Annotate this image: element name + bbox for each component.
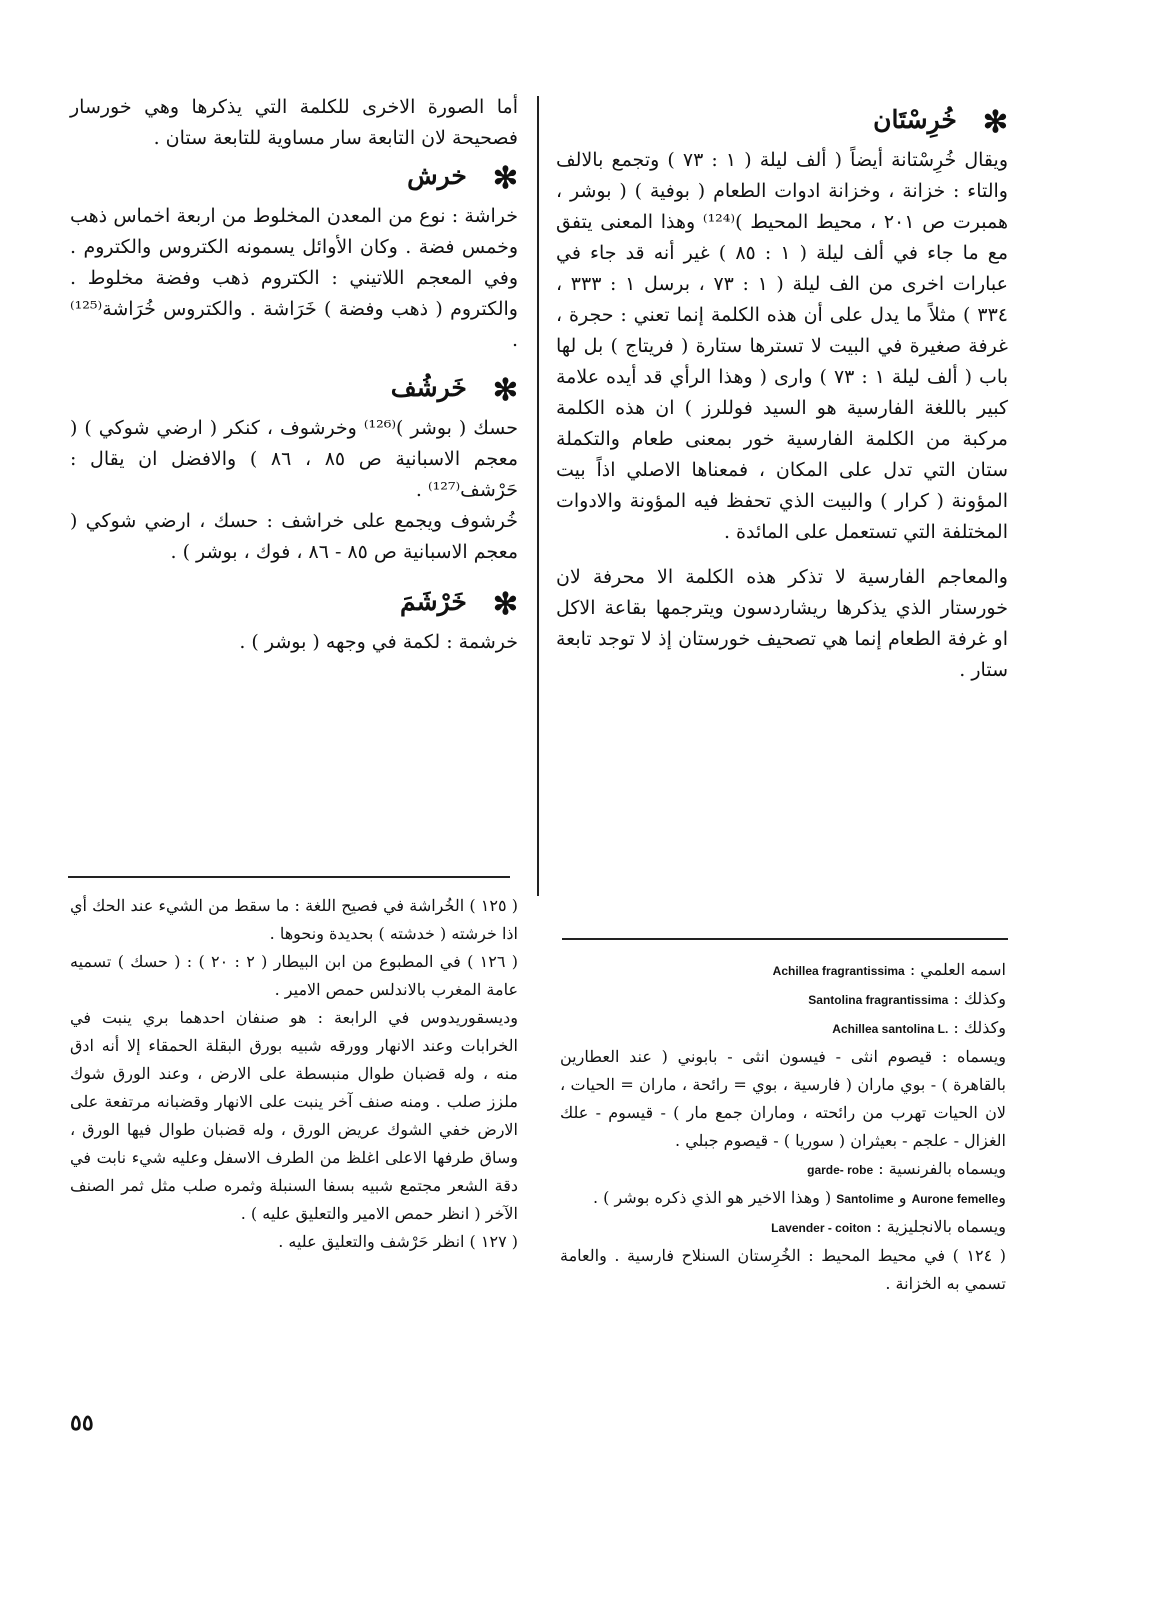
latin-name: Santolime [836,1192,894,1206]
footnotes-right [560,956,1006,1298]
page-number: ٥٥ [70,1410,94,1436]
latin-name: Aurone femelle [911,1192,999,1206]
synonym-line: وكذلك : Santolina fragrantissima [808,989,1006,1008]
latin-name: Achillea fragrantissima [772,964,905,978]
entry-heading: ✻خَرْشَمَ [70,582,518,625]
asterisk-icon: ✻ [492,161,518,196]
footnote-rule-left [68,876,510,878]
footnote-rule-right [562,938,1008,940]
synonym-line: وكذلك : Achillea santolina L. [832,1018,1006,1037]
column-divider [537,96,539,896]
footnote-124: ( ١٢٤ ) في محيط المحيط : الخُرِستان السنلاح فارسية . والعامة تسمي به الخزانة . [560,1246,1007,1293]
latin-name: Santolina fragrantissima [808,993,949,1007]
footnote-127: ( ١٢٧ ) انظر حَرْشف والتعليق عليه . [278,1232,518,1251]
asterisk-icon: ✻ [492,587,518,622]
asterisk-icon: ✻ [492,373,518,408]
footnote-126-continuation: وديسقوريدوس في الرابعة : هو صنفان احدهما بري ينبت في الخرابات وعند الانهار وورقه شبيه بورق البقلة الحمقاء إلا أنه ادق منه ، وله قضبان طوال منبسطة على الارض ، وعند الورق شوك ملزز صلب . ومنه صنف آخر ينبت على الانهار وقضبانه مرتفعة على الارض خفي الشوك عريض الورق ، وله قضبان طوال فيها الورق ، وساق طرفها الاعلى اغلظ من الطرف الاسفل وعليه شيء نابت في دقة الشعر مجتمع شبيه بسفا السنبلة وثمره صلب مثل ثمر الصنف الآخر ( انظر حمص الامير والتعليق عليه ) . [70,1008,518,1223]
entry-heading: ✻خرش [70,156,518,199]
continuation-paragraph: أما الصورة الاخرى للكلمة التي يذكرها وهي خورسار فصحيحة لان التابعة سار مساوية للتابعة ستان . [70,96,518,149]
french-name-line: ويسماه بالفرنسية : garde- robe [807,1159,1006,1178]
latin-name: garde- robe [807,1163,874,1177]
common-names: ويسماه : قيصوم انثى - فيسون انثى - بابوني ( عند العطارين بالقاهرة ) - بوي ماران ( فارسية ، بوي = رائحة ، ماران = الحيات ، لان الحيات تهرب من رائحته ، وماران جمع مار ) - قيسوم - علك الغزال - علجم - بعيثران ( سوريا ) - قيصوم جبلي . [560,1047,1006,1150]
right-column [556,98,1008,686]
entry-paragraph: خراشة : نوع من المعدن المخلوط من اربعة اخماس ذهب وخمس فضة . وكان الأوائل يسمونه الكتروس والكتروم . وفي المعجم اللاتيني : الكتروم ذهب وفضة مخلوط . والكتروم ( ذهب وفضة ) خَرَاشة . والكتروس خُرَاشة⁽¹²⁵⁾ . [70,205,518,351]
footnotes-left [70,892,518,1256]
english-name-line: ويسماه بالانجليزية : Lavender - coiton [771,1217,1006,1236]
entry-paragraph: حسك ( بوشر )⁽¹²⁶⁾ وخرشوف ، كنكر ( ارضي شوكي ) ( معجم الاسبانية ص ٨٥ ، ٨٦ ) والافضل ان يقال : حَرْشف⁽¹²⁷⁾ . [70,417,519,501]
french-name-line-2: وAurone femelle و Santolime ( وهذا الاخير هو الذي ذكره بوشر ) . [592,1188,1006,1207]
entry-heading: ✻خَرشُف [70,368,518,411]
latin-name: Lavender - coiton [771,1221,872,1235]
footnote-125: ( ١٢٥ ) الخُراشة في فصيح اللغة : ما سقط من الشيء عند الحك أي اذا خرشته ( خدشته ) بحديدة ونحوها . [70,896,518,943]
entry-paragraph: والمعاجم الفارسية لا تذكر هذه الكلمة الا محرفة لان خورستار الذي يذكرها ريشاردسون ويترجمها بقاعة الاكل او غرفة الطعام إنما هي تصحيف خورستان إذ لا توجد تابعة ستار . [556,566,1008,681]
footnote-126: ( ١٢٦ ) في المطبوع من ابن البيطار ( ٢ : ٢٠ ) : ( حسك ) تسميه عامة المغرب بالاندلس حمص الامير . [70,952,519,999]
entry-paragraph: خُرشوف ويجمع على خراشف : حسك ، ارضي شوكي ( معجم الاسبانية ص ٨٥ - ٨٦ ، فوك ، بوشر ) . [70,510,518,563]
scientific-name-line: اسمه العلمي : Achillea fragrantissima [772,960,1006,979]
entry-heading: ✻خُرِسْتَان [556,100,1008,143]
entry-paragraph: خرشمة : لكمة في وجهه ( بوشر ) . [239,631,518,653]
left-column [70,92,518,658]
asterisk-icon: ✻ [982,105,1008,140]
entry-paragraph: ويقال خُرِسْتانة أيضاً ( ألف ليلة ( ١ : ٧٣ ) وتجمع بالالف والتاء : خزانة ، وخزانة ادوات الطعام ( بوفية ) ( بوشر ، همبرت ص ٢٠١ ، محيط المحيط )⁽¹²⁴⁾ وهذا المعنى يتفق مع ما جاء في ألف ليلة ( ١ : ٨٥ ) غير أنه قد جاء في عبارات اخرى من الف ليلة ( ١ : ٧٣ ، برسل ١ : ٣٣٣ ، ٣٣٤ ) مثلاً ما يدل على أن هذه الكلمة إنما تعني : حجرة ، غرفة صغيرة في البيت لا تسترها ستارة ( فريتاج ) بل لها باب ( ألف ليلة ١ : ٧٣ ) وارى ( وهذا الرأي قد أيده علامة كبير باللغة الفارسية هو السيد فوللرز ) ان هذه الكلمة مركبة من الكلمة الفارسية خور بمعنى طعام والتكملة ستان التي تدل على المكان ، فمعناها الاصلي اذاً بيت المؤونة ( كرار ) والبيت الذي تحفظ فيه المؤونة والادوات المختلفة التي تستعمل على المائدة . [556,149,1009,543]
latin-name: Achillea santolina L. [832,1022,949,1036]
